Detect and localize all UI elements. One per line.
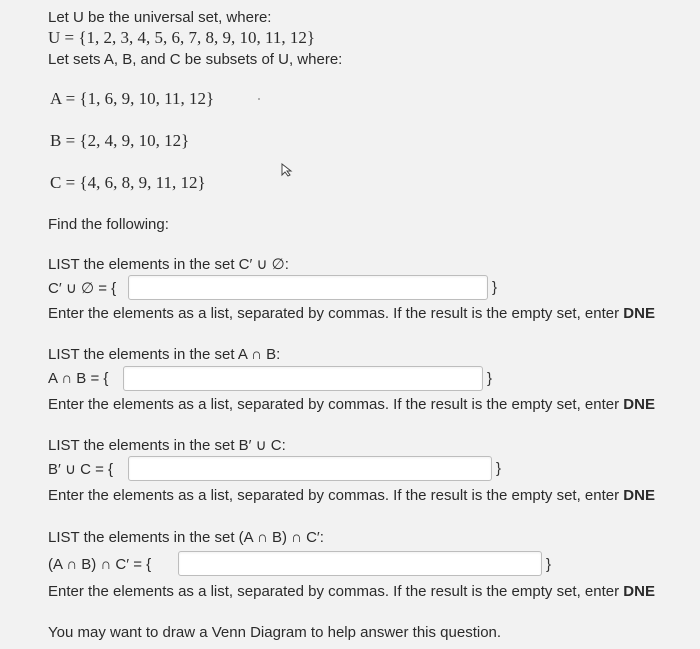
question-2-close-brace: } <box>487 370 493 387</box>
question-4-hint-keyword: DNE <box>623 583 655 600</box>
set-c-definition: C = {4, 6, 8, 9, 11, 12} <box>50 173 206 192</box>
question-2-answer-input[interactable] <box>123 366 483 391</box>
question-4-hint-text: Enter the elements as a list, separated by commas. If the result is the empty set, enter <box>48 583 624 600</box>
question-1-close-brace: } <box>492 279 498 296</box>
question-3-hint-keyword: DNE <box>623 487 655 504</box>
question-1-prompt: LIST the elements in the set C′ ∪ ∅: <box>48 256 289 273</box>
question-3-prompt: LIST the elements in the set B′ ∪ C: <box>48 437 286 454</box>
universal-set: U = {1, 2, 3, 4, 5, 6, 7, 8, 9, 10, 11, 12} <box>48 28 316 47</box>
question-2-hint-text: Enter the elements as a list, separated by commas. If the result is the empty set, enter <box>48 396 624 413</box>
question-2-lhs: A ∩ B = { <box>48 370 109 387</box>
mouse-cursor-icon <box>281 163 295 177</box>
question-1-hint-keyword: DNE <box>623 305 655 322</box>
question-1-hint <box>48 305 655 322</box>
question-1-hint-text: Enter the elements as a list, separated by commas. If the result is the empty set, enter <box>48 305 624 322</box>
question-2-prompt: LIST the elements in the set A ∩ B: <box>48 346 281 363</box>
question-4-answer-input[interactable] <box>178 551 542 576</box>
question-3-hint-text: Enter the elements as a list, separated by commas. If the result is the empty set, enter <box>48 487 624 504</box>
question-2-hint-keyword: DNE <box>623 396 655 413</box>
find-label: Find the following: <box>48 216 169 233</box>
set-a-definition: A = {1, 6, 9, 10, 11, 12} <box>50 89 215 108</box>
question-3-answer-input[interactable] <box>128 456 492 481</box>
question-3-lhs: B′ ∪ C = { <box>48 461 114 478</box>
question-2-hint <box>48 396 655 413</box>
question-3-hint <box>48 487 655 504</box>
question-4-lhs: (A ∩ B) ∩ C′ = { <box>48 556 152 573</box>
intro-line-2: Let sets A, B, and C be subsets of U, where: <box>48 51 343 68</box>
intro-line-1: Let U be the universal set, where: <box>48 9 272 26</box>
question-3-close-brace: } <box>496 460 502 477</box>
set-b-definition: B = {2, 4, 9, 10, 12} <box>50 131 190 150</box>
question-1-lhs: C′ ∪ ∅ = { <box>48 280 117 297</box>
question-4-hint <box>48 583 655 600</box>
footer-note: You may want to draw a Venn Diagram to help answer this question. <box>48 624 502 641</box>
question-4-prompt: LIST the elements in the set (A ∩ B) ∩ C′: <box>48 529 324 546</box>
decorative-dot <box>258 98 260 100</box>
question-1-answer-input[interactable] <box>128 275 488 300</box>
question-4-close-brace: } <box>546 556 552 573</box>
